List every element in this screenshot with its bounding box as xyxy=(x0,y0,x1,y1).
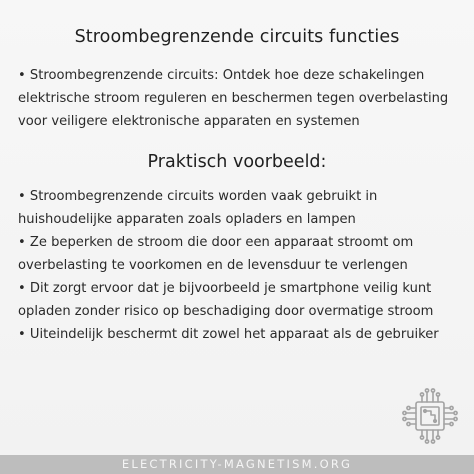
list-item-text: Ze beperken de stroom die door een apparaat stroomt om overbelasting te voorkomen en de levensduur te verlengen xyxy=(18,235,414,273)
intro-bullet: • xyxy=(18,68,26,83)
footer-bar xyxy=(0,455,474,474)
example-list xyxy=(18,185,460,346)
list-bullet: • xyxy=(18,189,26,204)
list-item xyxy=(18,231,460,277)
page-title: Stroombegrenzende circuits functies xyxy=(74,27,400,47)
intro-text: Stroombegrenzende circuits: Ontdek hoe deze schakelingen elektrische stroom reguleren en beschermen tegen overbelasting voor veiligere elektronische apparaten en systemen xyxy=(18,68,449,129)
circuit-chip-icon xyxy=(398,384,462,448)
list-bullet: • xyxy=(18,235,26,250)
intro-paragraph xyxy=(18,64,460,133)
list-item-text: Dit zorgt ervoor dat je bijvoorbeeld je smartphone veilig kunt opladen zonder risico op beschadiging door overmatige stroom xyxy=(18,281,434,319)
list-bullet: • xyxy=(18,327,26,342)
footer-site-name: ELECTRICITY-MAGNETISM.ORG xyxy=(121,457,353,471)
list-item-text: Stroombegrenzende circuits worden vaak gebruikt in huishoudelijke apparaten zoals opladers en lampen xyxy=(18,189,378,227)
list-item-text: Uiteindelijk beschermt dit zowel het apparaat als de gebruiker xyxy=(29,327,439,342)
list-item xyxy=(18,323,460,346)
list-bullet: • xyxy=(18,281,26,296)
list-item xyxy=(18,185,460,231)
list-item xyxy=(18,277,460,323)
example-heading: Praktisch voorbeeld: xyxy=(147,152,327,172)
